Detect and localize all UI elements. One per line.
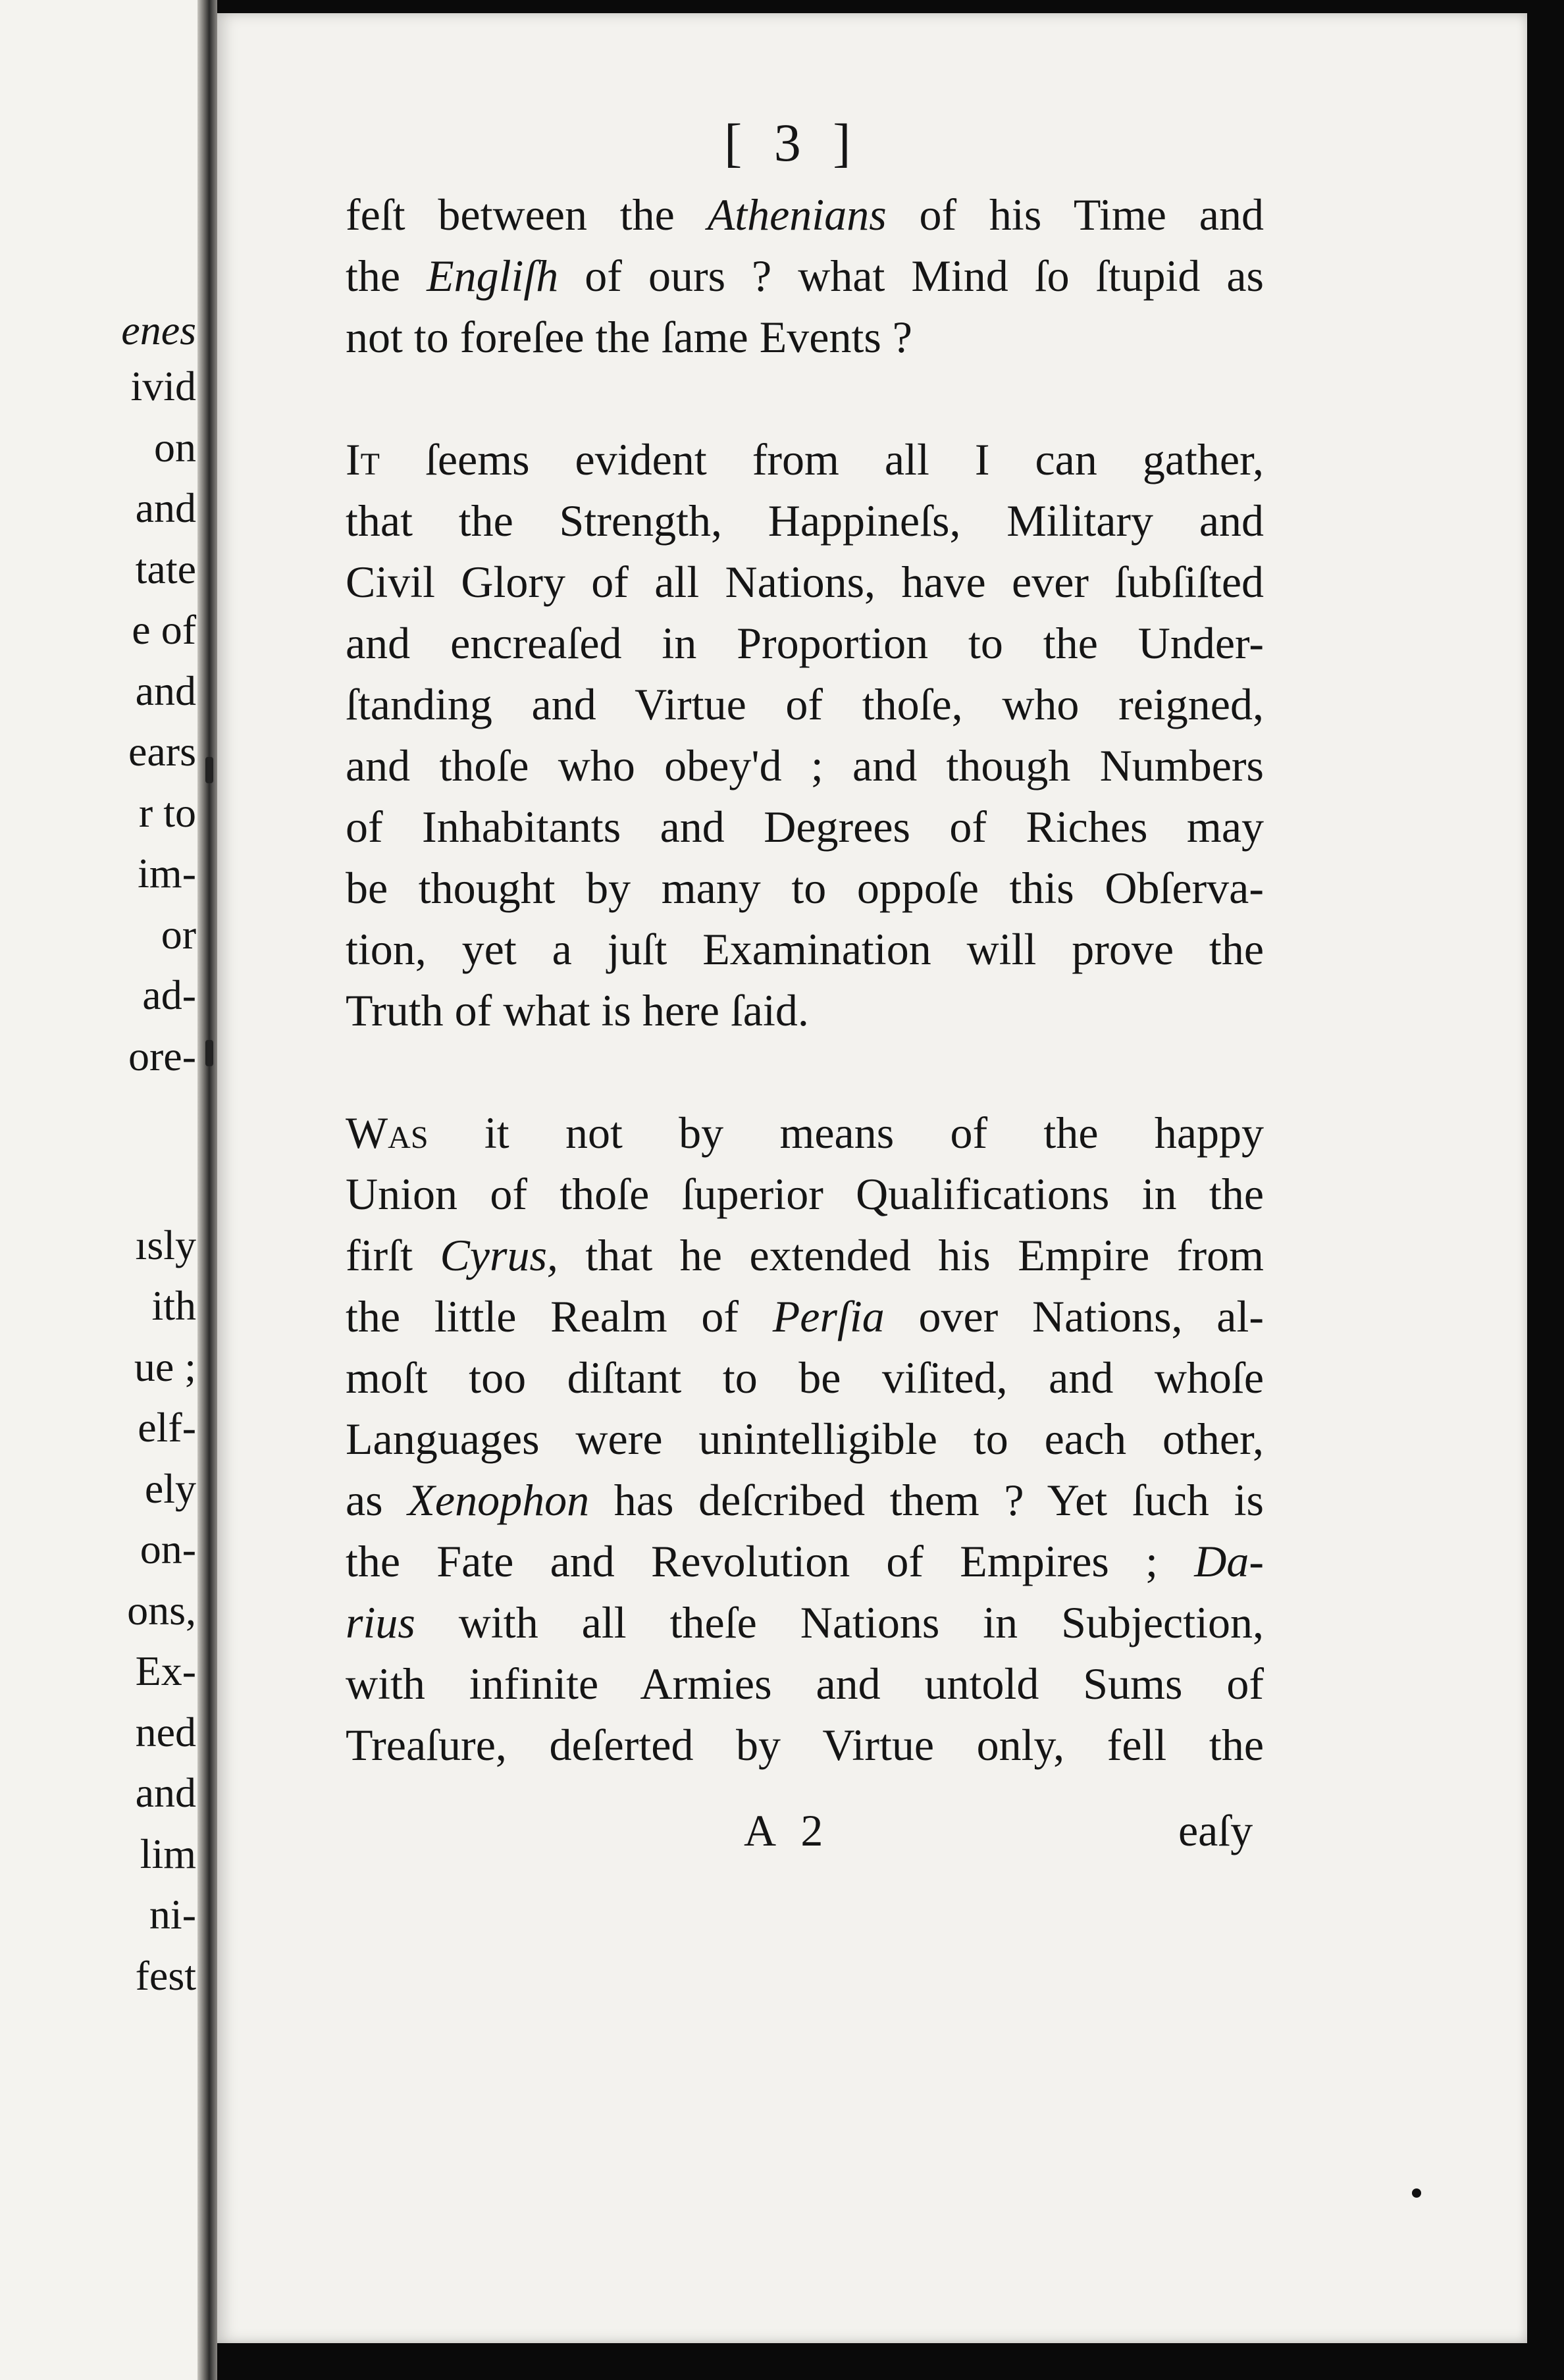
text-line: rius with all theſe Nations in Subjection,	[346, 1597, 1264, 1647]
left-fragment: ears	[128, 728, 196, 775]
text-line: It ſeems evident from all I can gather,	[346, 434, 1264, 484]
left-fragment: enes	[121, 307, 196, 353]
text-line: firſt Cyrus, that he extended his Empire from	[346, 1230, 1264, 1280]
book-gutter	[197, 0, 217, 2380]
text-line: feſt between the Athenians of his Time and	[346, 190, 1264, 240]
signature-mark: A 2	[744, 1805, 831, 1855]
left-fragment: ni-	[149, 1891, 196, 1938]
left-fragment: ad-	[142, 971, 196, 1018]
page-body	[346, 184, 1264, 1776]
left-fragment: tate	[135, 546, 196, 592]
left-fragment: Ex-	[135, 1647, 196, 1694]
text-line: be thought by many to oppoſe this Obſerva-	[346, 863, 1264, 913]
text-line: with infinite Armies and untold Sums of	[346, 1659, 1264, 1709]
text-line: and thoſe who obey'd ; and though Numbers	[346, 740, 1264, 790]
left-fragment: e of	[132, 606, 196, 653]
text-line: Truth of what is here ſaid.	[346, 985, 809, 1035]
text-line: Civil Glory of all Nations, have ever ſubſiſted	[346, 557, 1264, 607]
text-line: the Fate and Revolution of Empires ; Da-	[346, 1536, 1264, 1586]
text-line: the Engliſh of ours ? what Mind ſo ſtupid as	[346, 251, 1264, 301]
text-line: and encreaſed in Proportion to the Under-	[346, 618, 1264, 668]
left-page	[0, 0, 197, 2380]
left-page-text	[59, 0, 197, 2380]
page-number: [ 3 ]	[724, 113, 860, 172]
left-fragment: on-	[140, 1526, 196, 1572]
left-fragment: ısly	[135, 1222, 196, 1268]
text-line: as Xenophon has deſcribed them ? Yet ſuch is	[346, 1475, 1264, 1525]
text-line: of Inhabitants and Degrees of Riches may	[346, 802, 1264, 852]
left-fragment: ore-	[128, 1033, 196, 1079]
ink-spot	[1412, 2188, 1421, 2198]
text-line: Treaſure, deſerted by Virtue only, fell the	[346, 1720, 1264, 1770]
left-fragment: r to	[138, 789, 196, 836]
left-fragment: on	[154, 424, 196, 471]
left-fragment: ely	[144, 1465, 196, 1512]
left-fragment: or	[161, 911, 196, 958]
left-fragment: im-	[138, 850, 196, 896]
left-fragment: and	[135, 667, 196, 714]
left-fragment: ned	[135, 1709, 196, 1755]
left-fragment: elf-	[138, 1404, 196, 1451]
text-line: tion, yet a juſt Examination will prove the	[346, 924, 1264, 974]
text-line: moſt too diſtant to be viſited, and whoſe	[346, 1353, 1264, 1403]
left-fragment: fest	[135, 1952, 196, 1999]
text-line: Was it not by means of the happy	[346, 1108, 1264, 1158]
left-fragment: and	[135, 1769, 196, 1816]
text-line: Union of thoſe ſuperior Qualifications in the	[346, 1169, 1264, 1219]
left-fragment: ith	[151, 1282, 196, 1329]
text-line: ſtanding and Virtue of thoſe, who reigned,	[346, 679, 1264, 729]
text-line: the little Realm of Perſia over Nations, al-	[346, 1291, 1264, 1341]
text-line: Languages were unintelligible to each other,	[346, 1414, 1264, 1464]
binding-mark	[205, 757, 213, 783]
left-fragment: ivid	[130, 363, 196, 409]
left-fragment: ons,	[127, 1587, 196, 1634]
left-fragment: and	[135, 484, 196, 531]
text-line: not to foreſee the ſame Events ?	[346, 312, 912, 362]
catchword: eaſy	[1178, 1805, 1253, 1855]
left-fragment: lim	[140, 1830, 196, 1877]
left-fragment: ue ;	[134, 1343, 196, 1390]
binding-mark	[205, 1040, 213, 1066]
text-line: that the Strength, Happineſs, Military and	[346, 496, 1264, 546]
